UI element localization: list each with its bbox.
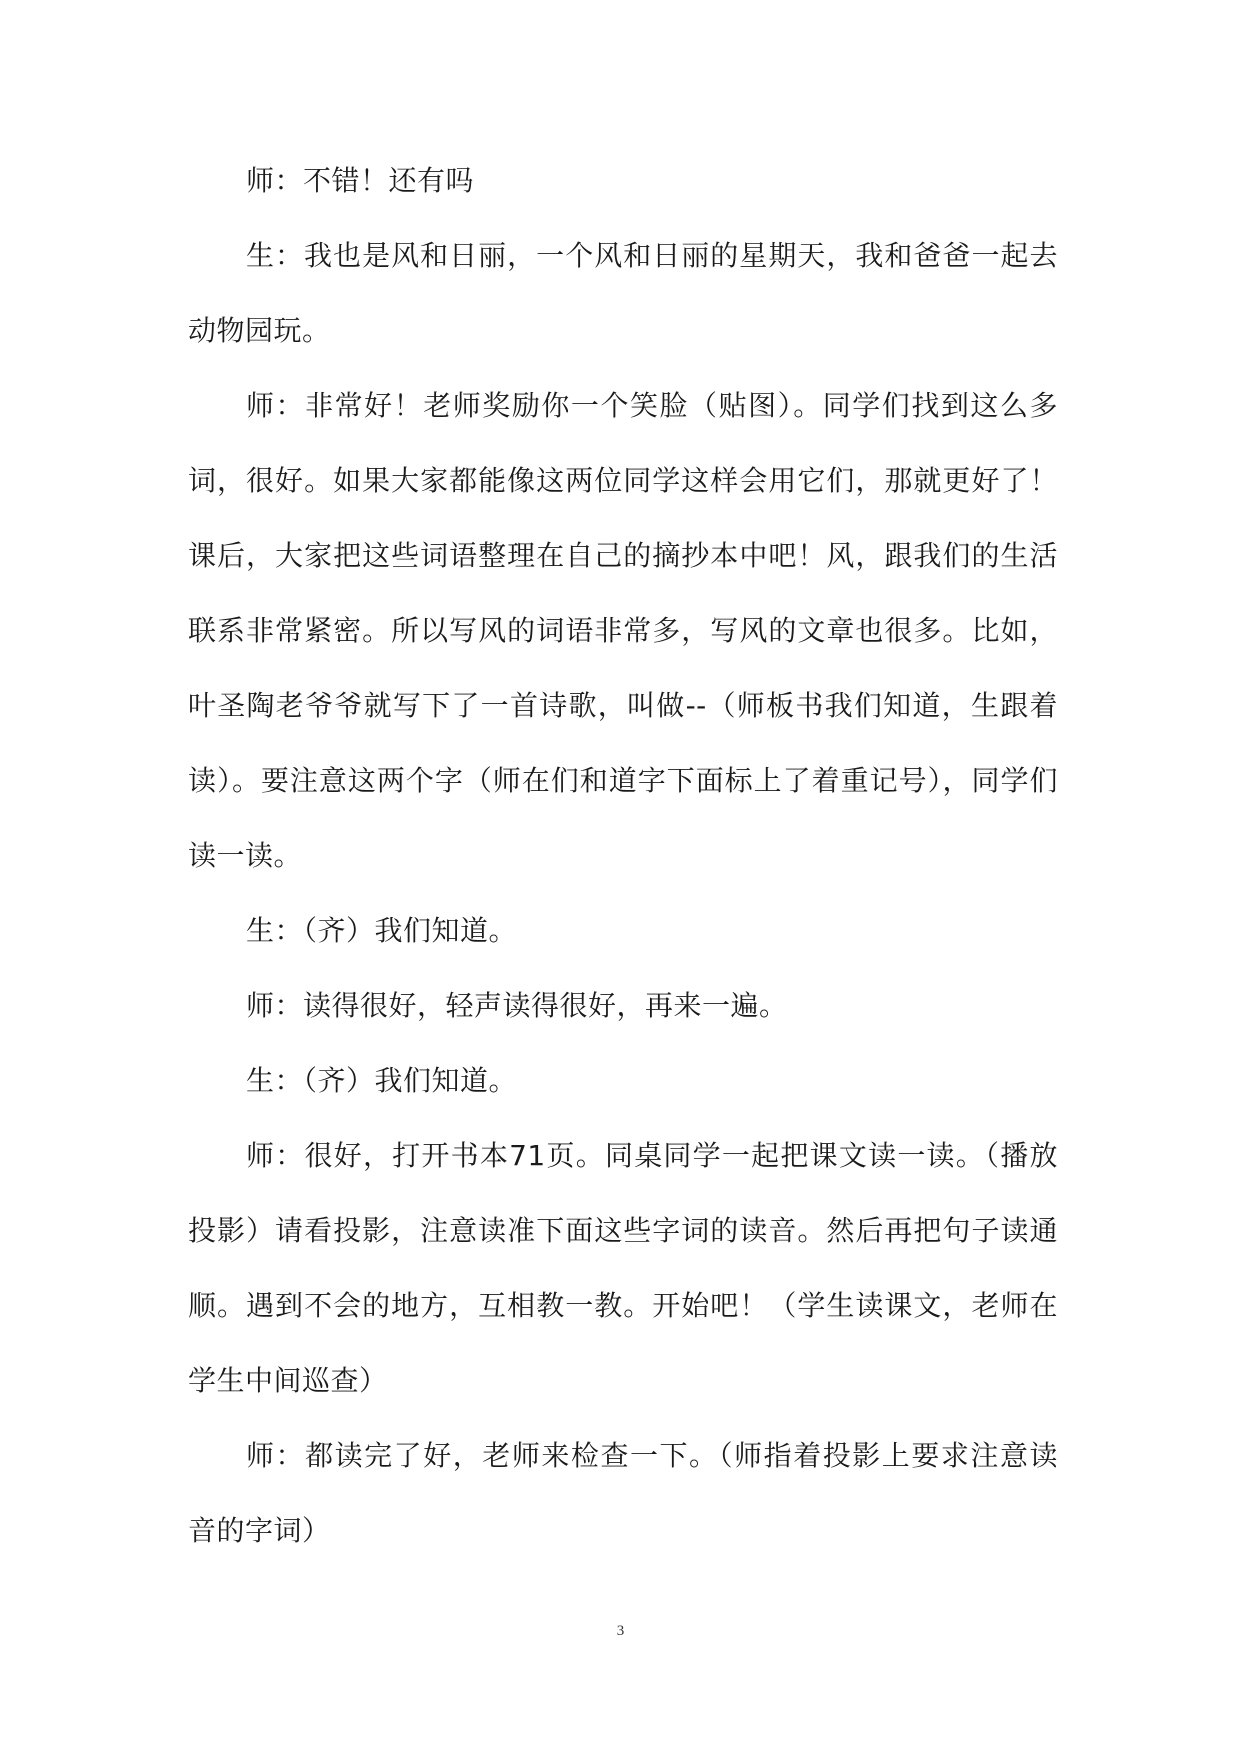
document-body: [188, 143, 1058, 1568]
paragraph: 生：（齐）我们知道。: [246, 1064, 518, 1097]
paragraph: 生：（齐）我们知道。: [246, 914, 518, 947]
paragraph: 师：非常好！老师奖励你一个笑脸（贴图）。同学们找到这么多词，很好。如果大家都能像这两位同学这样会用它们，那就更好了！课后，大家把这些词语整理在自己的摘抄本中吧！风，跟我们的生活联系非常紧密。所以写风的词语非常多，写风的文章也很多。比如，叶圣陶老爷爷就写下了一首诗歌，叫做--（师板书我们知道，生跟着读）。要注意这两个字（师在们和道字下面标上了着重记号），同学们读一读。: [188, 389, 1058, 872]
paragraph: 师：很好，打开书本71页。同桌同学一起把课文读一读。（播放投影）请看投影，注意读准下面这些字词的读音。然后再把句子读通顺。遇到不会的地方，互相教一教。开始吧！（学生读课文，老师在学生中间巡查）: [188, 1139, 1058, 1397]
page-number: 3: [616, 1623, 625, 1639]
paragraph: 师：不错！还有吗: [246, 164, 475, 197]
paragraph: 师：都读完了好，老师来检查一下。（师指着投影上要求注意读音的字词）: [188, 1439, 1058, 1547]
paragraph: 生：我也是风和日丽，一个风和日丽的星期天，我和爸爸一起去动物园玩。: [188, 239, 1058, 347]
paragraph: 师：读得很好，轻声读得很好，再来一遍。: [246, 989, 788, 1022]
